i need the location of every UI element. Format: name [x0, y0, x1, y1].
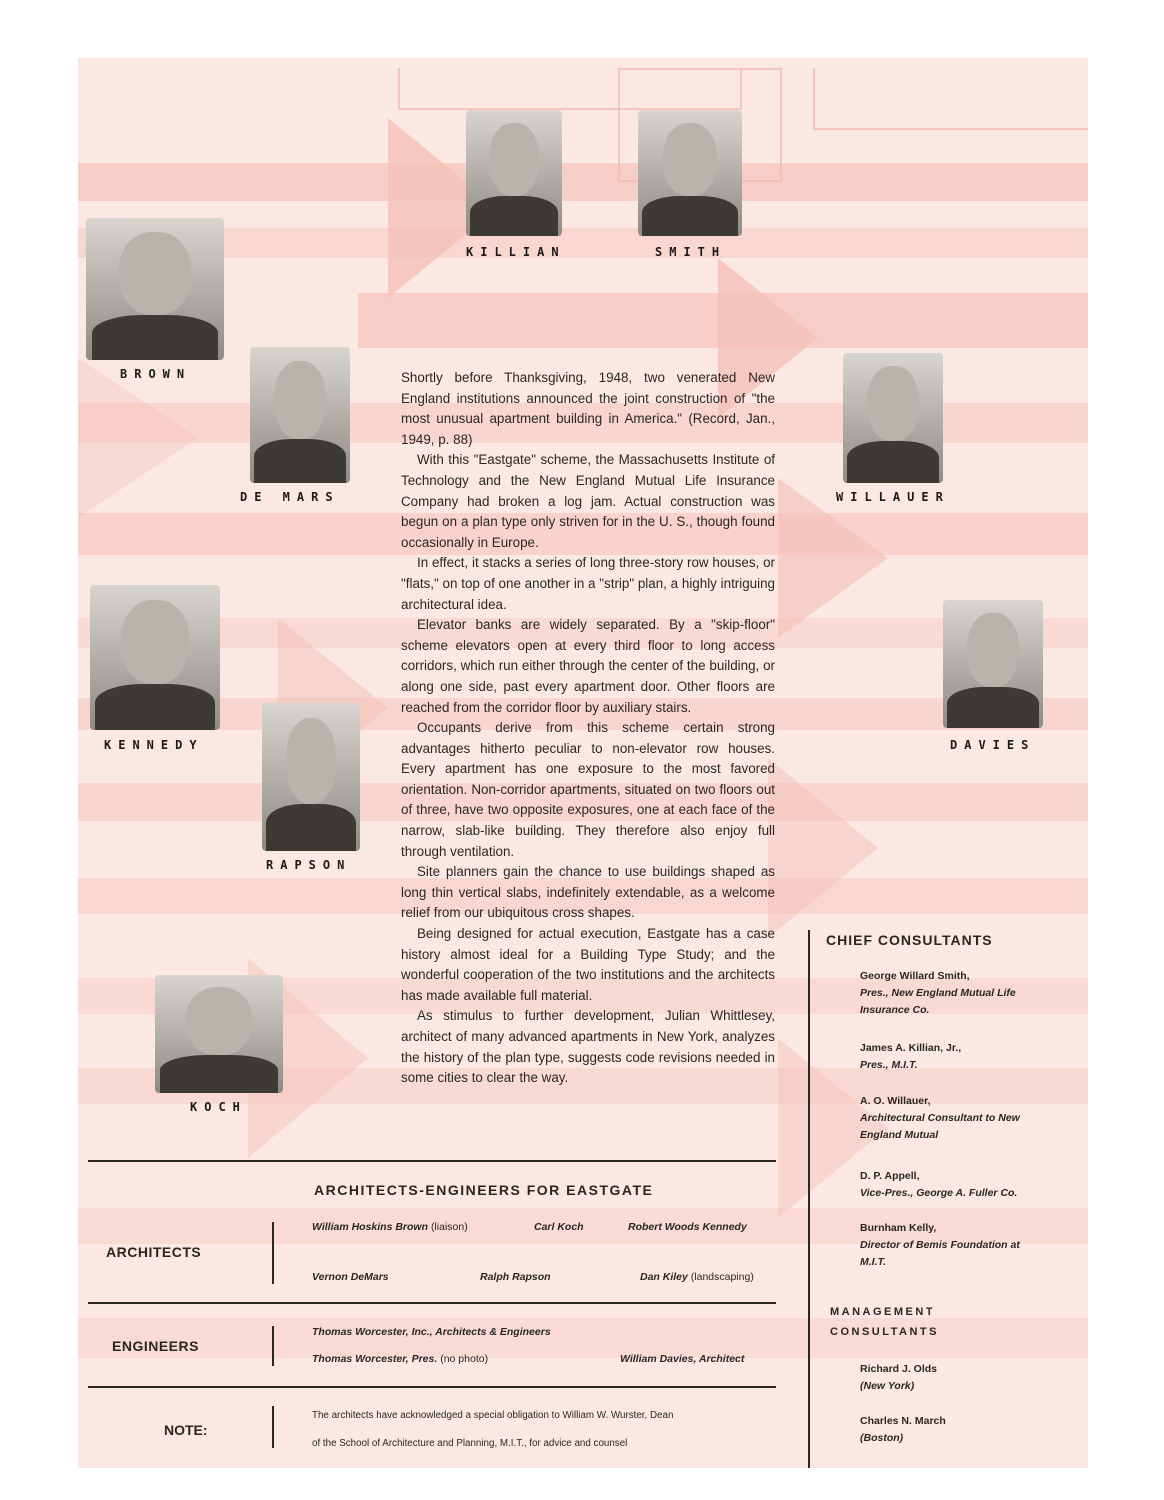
- architect-kiley-note: (landscaping): [690, 1271, 754, 1283]
- article-paragraph: Elevator banks are widely separated. By a "skip-floor" scheme elevators open at every third floor to long access corridors, which run either through the center of the building, or along one side, past every apartment door. Other floors are reached from the corridor floor by auxiliary stairs.: [401, 617, 775, 715]
- portrait-willauer: [843, 353, 943, 483]
- article-paragraph: Site planners gain the chance to use buildings shaped as long thin vertical slabs, indefinitely extendable, as a welcome relief from our ubiquitous cross shapes.: [401, 864, 775, 921]
- consultants-vertical-rule: [808, 930, 810, 1468]
- architect-brown: [312, 1221, 468, 1233]
- article-body: [401, 368, 775, 1089]
- consultant-name: James A. Killian, Jr.,: [860, 1042, 962, 1054]
- name-demars: DE MARS: [240, 490, 340, 504]
- architect-rapson: Ralph Rapson: [480, 1271, 551, 1283]
- consultant-name: D. P. Appell,: [860, 1170, 920, 1182]
- consultant-title: Vice-Pres., George A. Fuller Co.: [860, 1187, 1018, 1199]
- note-top-rule: [88, 1386, 776, 1388]
- management-consultant-2: [860, 1413, 1050, 1447]
- engineer-firm: Thomas Worcester, Inc., Architects & Engineers: [312, 1326, 551, 1338]
- engineer-worcester-note: (no photo): [440, 1353, 489, 1365]
- article-paragraph: As stimulus to further development, Julian Whittlesey, architect of many advanced apartments in New York, analyzes the history of the plan type, suggests code revisions needed in some cities to clear the way.: [401, 1008, 775, 1086]
- management-consultant-1: [860, 1361, 1050, 1395]
- portrait-killian: [466, 110, 562, 236]
- consultant-title: Pres., New England Mutual Life Insurance Co.: [860, 987, 1016, 1016]
- portrait-davies: [943, 600, 1043, 728]
- architect-kennedy: Robert Woods Kennedy: [628, 1221, 747, 1233]
- management-consultants-title-1: MANAGEMENT: [830, 1306, 936, 1318]
- portrait-koch: [155, 975, 283, 1093]
- portrait-smith: [638, 110, 742, 236]
- article-paragraph: In effect, it stacks a series of long three-story row houses, or "flats," on top of one another in a "strip" plan, a highly intriguing architectural idea.: [401, 555, 775, 612]
- chief-consultant-4: [860, 1168, 1050, 1202]
- consultant-name: A. O. Willauer,: [860, 1095, 931, 1107]
- chief-consultant-1: [860, 968, 1050, 1019]
- consultant-name: Richard J. Olds: [860, 1363, 938, 1375]
- name-rapson: RAPSON: [266, 858, 352, 872]
- consultant-name: Burnham Kelly,: [860, 1222, 937, 1234]
- name-smith: SMITH: [655, 245, 727, 259]
- architect-brown-name: William Hoskins Brown: [312, 1221, 429, 1233]
- engineers-top-rule: [88, 1302, 776, 1304]
- consultant-title: Architectural Consultant to New England Mutual: [860, 1112, 1020, 1141]
- note-divider: [272, 1406, 274, 1448]
- engineers-label: ENGINEERS: [112, 1338, 199, 1354]
- name-willauer: WILLAUER: [836, 490, 950, 504]
- architect-kiley-name: Dan Kiley: [640, 1271, 688, 1283]
- portrait-kennedy: [90, 585, 220, 730]
- note-label: NOTE:: [164, 1422, 208, 1438]
- note-line-1: The architects have acknowledged a special obligation to William W. Wurster, Dean: [312, 1410, 674, 1421]
- chief-consultant-2: [860, 1040, 1050, 1074]
- architects-divider: [272, 1222, 274, 1284]
- architect-demars: Vernon DeMars: [312, 1271, 389, 1283]
- name-brown: BROWN: [120, 367, 192, 381]
- consultant-title: Director of Bemis Foundation at M.I.T.: [860, 1239, 1020, 1268]
- architects-label: ARCHITECTS: [106, 1244, 202, 1260]
- name-davies: DAVIES: [950, 738, 1036, 752]
- portrait-demars: [250, 347, 350, 483]
- engineer-worcester: [312, 1353, 488, 1365]
- architect-brown-note: (liaison): [430, 1221, 468, 1233]
- note-line-2: of the School of Architecture and Planning, M.I.T., for advice and counsel: [312, 1438, 628, 1449]
- article-paragraph: Being designed for actual execution, Eastgate has a case history almost ideal for a Building Type Study; and the wonderful cooperation of the two institutions and the architects has made available full material.: [401, 926, 775, 1003]
- engineers-divider: [272, 1326, 274, 1366]
- portrait-brown: [86, 218, 224, 360]
- credits-top-rule: [88, 1160, 776, 1162]
- engineer-davies: William Davies, Architect: [620, 1353, 745, 1365]
- management-consultants-title-2: CONSULTANTS: [830, 1326, 939, 1338]
- consultant-name: George Willard Smith,: [860, 970, 970, 982]
- name-koch: KOCH: [190, 1100, 247, 1114]
- consultant-title: Pres., M.I.T.: [860, 1059, 918, 1071]
- portrait-rapson: [262, 703, 360, 851]
- chief-consultants-title: CHIEF CONSULTANTS: [826, 932, 993, 948]
- chief-consultant-5: [860, 1220, 1050, 1271]
- article-paragraph: With this "Eastgate" scheme, the Massachusetts Institute of Technology and the New England Mutual Life Insurance Company had broken a log jam. Actual construction was begun on a plan type only striven for in the U. S., though found occasionally in Europe.: [401, 452, 775, 550]
- engineer-worcester-name: Thomas Worcester, Pres.: [312, 1353, 438, 1365]
- consultant-title: (Boston): [860, 1432, 904, 1444]
- architect-koch: Carl Koch: [534, 1221, 584, 1233]
- name-kennedy: KENNEDY: [104, 738, 204, 752]
- architect-kiley: [640, 1271, 754, 1283]
- consultant-title: (New York): [860, 1380, 915, 1392]
- chief-consultant-3: [860, 1093, 1050, 1144]
- article-paragraph: Occupants derive from this scheme certain strong advantages hitherto peculiar to non-elevator row houses. Every apartment has one exposure to the most favored orientation. Non-corridor apartments, situated on two floors out of three, have two opposite exposures, one at each face of the narrow, slab-like building. They therefore also enjoy full through ventilation.: [401, 720, 775, 859]
- credits-title: ARCHITECTS-ENGINEERS FOR EASTGATE: [314, 1182, 654, 1198]
- name-killian: KILLIAN: [466, 245, 566, 259]
- article-paragraph: Shortly before Thanksgiving, 1948, two venerated New England institutions announced the joint construction of "the most unusual apartment building in America." (Record, Jan., 1949, p. 88): [401, 370, 775, 447]
- consultant-name: Charles N. March: [860, 1415, 946, 1427]
